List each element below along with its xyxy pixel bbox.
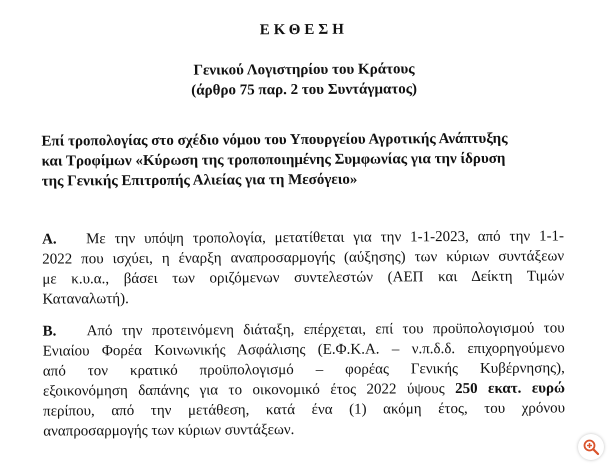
heading-line: Επί τροπολογίας στο σχέδιο νόμου του Υπουργείου Αγροτικής Ανάπτυξης [41, 130, 508, 150]
paragraph-b-line-2: Ενιαίου Φορέα Κοινωνικής Ασφάλισης (Ε.Φ.Κ.Α. – ν.π.δ.δ. επιχορηγούμενο [42, 340, 565, 360]
document-subtitle-line-1: Γενικού Λογιστηρίου του Κράτους [193, 61, 415, 79]
savings-amount: 250 εκατ. ευρώ [455, 380, 566, 398]
zoom-in-icon [582, 438, 600, 456]
paragraph-a-line-2: 2022 που ισχύει, η έναρξη αναπροσαρμογής (αύξησης) των κύριων συντάξεων [42, 248, 565, 268]
paragraph-b-line-6: αναπροσαρμογής των κύριων συντάξεων. [43, 422, 295, 440]
paragraph-a-line-3: με κ.υ.α., βάσει των οριζόμενων συντελεστών (ΑΕΠ και Δείκτη Τιμών [42, 268, 565, 288]
zoom-button[interactable] [578, 434, 604, 460]
paragraph-b-line-1-text: Από την προτεινόμενη διάταξη, επέρχεται, επί του προϋπολογισμού του [86, 320, 565, 340]
document-subtitle-line-2: (άρθρο 75 παρ. 2 του Συντάγματος) [191, 81, 418, 99]
document-title: ΕΚΘΕΣΗ [259, 21, 348, 39]
paragraph-a-line-1-text: Με την υπόψη τροπολογία, μετατίθεται για την 1-1-2023, από την 1-1- [86, 228, 565, 248]
paragraph-b-marker: Β. [42, 323, 57, 340]
heading-line: και Τροφίμων «Κύρωση της τροποποιημένης Συμφωνίας για την ίδρυση [41, 150, 506, 170]
document-heading [41, 128, 571, 191]
paragraph-a [42, 226, 564, 309]
heading-line: της Γενικής Επιτροπής Αλιείας για τη Μεσόγειο» [41, 171, 358, 190]
paragraph-b [43, 318, 566, 441]
paragraph-b-line-3: από τον κρατικό προϋπολογισμό – φορέας Γενικής Κυβέρνησης), [42, 360, 565, 380]
paragraph-b-line-4-text: εξοικονόμηση δαπάνης για το οικονομικό έτος 2022 ύψους [42, 381, 445, 400]
paragraph-b-line-5: περίπου, από την μετάθεση, κατά ένα (1) ακόμη έτος, του χρόνου [43, 400, 566, 420]
paragraph-a-marker: Α. [42, 231, 57, 248]
paragraph-a-line-4: Καταναλωτή). [42, 291, 129, 308]
